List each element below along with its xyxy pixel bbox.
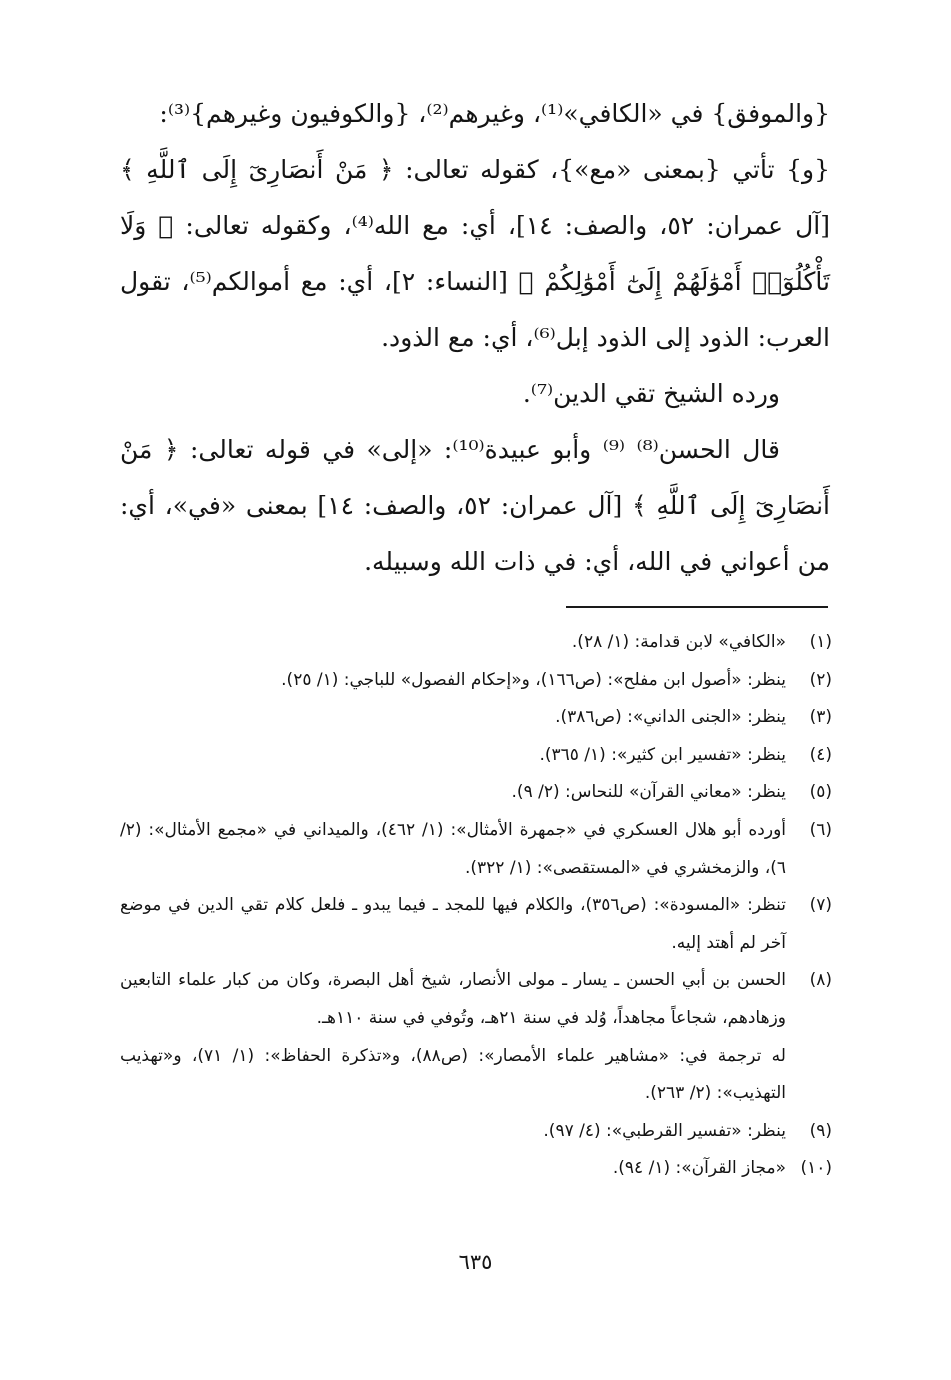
footnote-body (120, 774, 786, 812)
main-paragraph: ورده الشيخ تقي الدين⁽⁷⁾. (522, 379, 780, 408)
footnote-body (120, 699, 786, 737)
footnote (120, 812, 832, 887)
main-paragraph: قال الحسن⁽⁸⁾ ⁽⁹⁾ وأبو عبيدة⁽¹⁰⁾: «إلى» في قوله تعالى: ﴿ مَنْ أَنصَارِىٓ إِلَى ٱللَّهِ ﴾ [آل عمران: ٥٢، والصف: ١٤] بمعنى «في»، أي: من أعواني في الله، أي: في ذات الله وسبيله. (120, 435, 830, 576)
main-paragraph: {والموفق} في «الكافي»⁽¹⁾، وغيرهم⁽²⁾، {والكوفيون وغيرهم}⁽³⁾: (159, 99, 830, 128)
footnote-number: (١٠) (800, 1158, 832, 1179)
footnote-text: أورده أبو هلال العسكري في «جمهرة الأمثال»: (١/ ٤٦٢)، والميداني في «مجمع الأمثال»: (٢/ ٦)، والزمخشري في «المستقصى»: (١/ ٣٢٢). (120, 819, 787, 878)
footnote-number: (٢) (809, 669, 832, 690)
footnote-text: ينظر: «الجنى الداني»: (ص٣٨٦). (555, 707, 786, 728)
footnote (120, 624, 832, 662)
footnote-number: (٨) (809, 970, 832, 991)
footnote-text: الحسن بن أبي الحسن ـ يسار ـ مولى الأنصار، شيخ أهل البصرة، وكان من كبار علماء التابعين وزهادهم، شجاعاً مجاهداً، وُلد في سنة ٢١هـ، وتُوفي في سنة ١١٠هـ. (120, 970, 786, 1028)
footnote (120, 962, 832, 1112)
footnote (120, 887, 832, 962)
footnote-text: ينظر: «معاني القرآن» للنحاس: (٢/ ٩). (511, 782, 786, 803)
footnote (120, 662, 832, 700)
footnotes (120, 624, 832, 1188)
footnote-body (120, 737, 786, 775)
main-paragraph: {و} تأتي {بمعنى «مع»}، كقوله تعالى: ﴿ مَنْ أَنصَارِىٓ إِلَى ٱللَّهِ ﴾ [آل عمران: ٥٢، والصف: ١٤]، أي: مع الله⁽⁴⁾، وكقوله تعالى: ﴿ وَلَا تَأْكُلُوٓا۟ أَمْوَٰلَهُمْ إِلَىٰٓ أَمْوَٰلِكُمْ ﴾ [النساء: ٢]، أي: مع أموالكم⁽⁵⁾، تقول العرب: الذود إلى الذود إبل⁽⁶⁾، أي: مع الذود. (120, 155, 830, 352)
footnote-body (120, 812, 786, 887)
main-text (120, 86, 830, 590)
footnote (120, 1150, 832, 1188)
footnote-body (120, 624, 786, 662)
footnote-body (120, 1150, 786, 1188)
footnote (120, 1113, 832, 1151)
footnote (120, 737, 832, 775)
footnote-text: «مجاز القرآن»: (١/ ٩٤). (612, 1158, 786, 1179)
footnote (120, 774, 832, 812)
footnote-text: ينظر: «أصول ابن مفلح»: (ص١٦٦)، و«إحكام الفصول» للباجي: (١/ ٢٥). (281, 669, 786, 690)
footnote-body (120, 887, 786, 962)
footnote-text: «الكافي» لابن قدامة: (١/ ٢٨). (571, 632, 786, 652)
footnote-number: (٥) (809, 782, 832, 803)
footnote (120, 699, 832, 737)
footnote-body (120, 1113, 786, 1151)
footnote-body (120, 962, 786, 1112)
footnote-number: (٣) (809, 707, 832, 728)
footnote-number: (٧) (809, 895, 832, 916)
footnote-text: ينظر: «تفسير ابن كثير»: (١/ ٣٦٥). (539, 744, 786, 765)
footnote-number: (٩) (809, 1120, 832, 1141)
footnote-text: تنظر: «المسودة»: (ص٣٥٦)، والكلام فيها للمجد ـ فيما يبدو ـ فلعل كلام تقي الدين في موضع آخر لم أهتد إليه. (120, 895, 786, 953)
footnote-number: (١) (809, 632, 832, 652)
footnote-number: (٤) (809, 744, 832, 765)
page-number: ٦٣٥ (458, 1250, 493, 1274)
footnote-text: له ترجمة في: «مشاهير علماء الأمصار»: (ص٨٨)، و«تذكرة الحفاظ»: (١/ ٧١)، و«تهذيب التهذيب»: (٢/ ٢٦٣). (120, 1045, 786, 1104)
footnote-number: (٦) (809, 819, 832, 840)
footnote-divider (566, 606, 828, 608)
footnote-text: ينظر: «تفسير القرطبي»: (٤/ ٩٧). (543, 1120, 786, 1141)
footnote-body (120, 662, 786, 700)
